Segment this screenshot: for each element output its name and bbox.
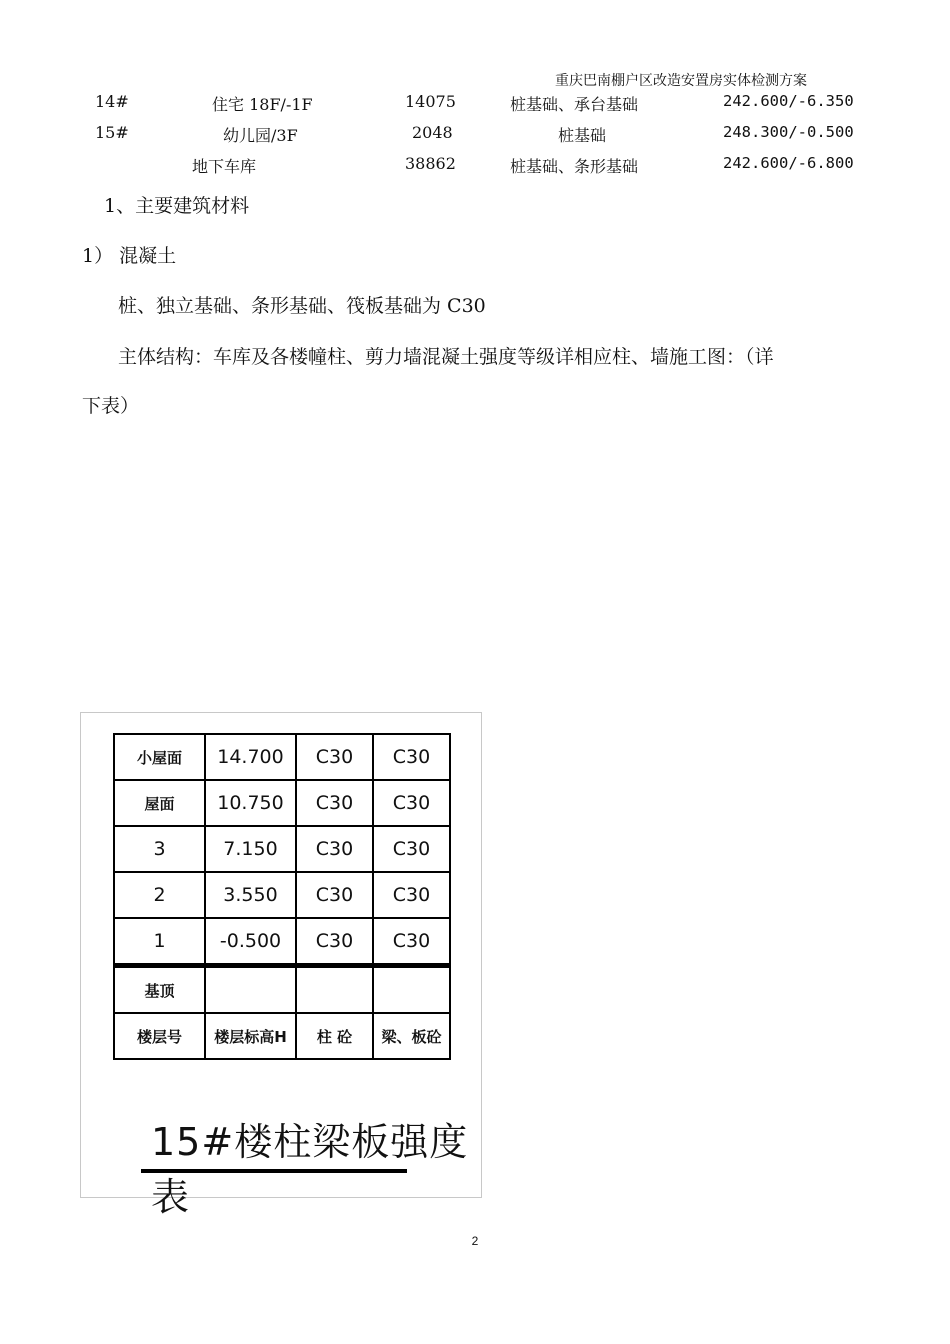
- building-foundation: 桩基础、承台基础: [510, 95, 639, 114]
- elevation-cell: 3.550: [205, 872, 296, 918]
- building-elevation: 242.600/-6.800: [723, 154, 854, 172]
- column-grade-cell: C30: [296, 826, 373, 872]
- beam-grade-cell: C30: [373, 872, 450, 918]
- elevation-cell: [205, 966, 296, 1014]
- column-grade-cell: C30: [296, 734, 373, 780]
- table-row: [114, 780, 450, 826]
- header-elevation: 楼层标高H: [205, 1013, 296, 1059]
- column-grade-cell: C30: [296, 918, 373, 966]
- building-type: 住宅 18F/-1F: [212, 95, 313, 114]
- paragraph: 桩、独立基础、条形基础、筏板基础为 C30: [118, 295, 486, 317]
- floor-cell: 基顶: [114, 966, 205, 1014]
- building-elevation: 242.600/-6.350: [723, 92, 854, 110]
- table-row: [114, 734, 450, 780]
- document-header: 重庆巴南棚户区改造安置房实体检测方案: [555, 73, 807, 89]
- elevation-cell: -0.500: [205, 918, 296, 966]
- beam-grade-cell: C30: [373, 780, 450, 826]
- floor-cell: 小屋面: [114, 734, 205, 780]
- page-number: 2: [471, 1234, 479, 1248]
- building-foundation: 桩基础: [558, 126, 607, 145]
- figure-title: 15#楼柱梁板强度表: [151, 1120, 469, 1219]
- paragraph: 主体结构：车库及各楼幢柱、剪力墙混凝土强度等级详相应柱、墙施工图：（详: [118, 346, 774, 368]
- building-elevation: 248.300/-0.500: [723, 123, 854, 141]
- header-beam: 梁、板砼: [373, 1013, 450, 1059]
- paragraph-continuation: 下表）: [82, 395, 140, 417]
- elevation-cell: 7.150: [205, 826, 296, 872]
- beam-grade-cell: C30: [373, 734, 450, 780]
- building-area: 2048: [412, 123, 453, 142]
- building-type: 幼儿园/3F: [223, 126, 298, 145]
- building-row: [0, 123, 950, 151]
- building-type: 地下车库: [192, 157, 257, 176]
- column-grade-cell: C30: [296, 780, 373, 826]
- table-row: [114, 826, 450, 872]
- column-grade-cell: [296, 966, 373, 1014]
- table-header-row: [114, 1013, 450, 1059]
- building-row: [0, 154, 950, 182]
- beam-grade-cell: C30: [373, 918, 450, 966]
- floor-cell: 1: [114, 918, 205, 966]
- title-underline: [141, 1169, 407, 1173]
- strength-table-figure: [80, 712, 482, 1219]
- column-grade-cell: C30: [296, 872, 373, 918]
- header-column: 柱 砼: [296, 1013, 373, 1059]
- header-floor: 楼层号: [114, 1013, 205, 1059]
- table-row: [114, 918, 450, 966]
- beam-grade-cell: [373, 966, 450, 1014]
- strength-table: [113, 733, 451, 1060]
- building-row: [0, 92, 950, 120]
- elevation-cell: 10.750: [205, 780, 296, 826]
- floor-cell: 3: [114, 826, 205, 872]
- building-no: 15#: [95, 123, 129, 142]
- beam-grade-cell: C30: [373, 826, 450, 872]
- table-row: [114, 966, 450, 1014]
- building-foundation: 桩基础、条形基础: [510, 157, 639, 176]
- floor-cell: 屋面: [114, 780, 205, 826]
- table-row: [114, 872, 450, 918]
- section-heading: 1、主要建筑材料: [104, 195, 250, 217]
- sub-heading: 1） 混凝土: [82, 245, 177, 267]
- building-area: 14075: [405, 92, 456, 111]
- building-area: 38862: [405, 154, 456, 173]
- elevation-cell: 14.700: [205, 734, 296, 780]
- building-no: 14#: [95, 92, 129, 111]
- floor-cell: 2: [114, 872, 205, 918]
